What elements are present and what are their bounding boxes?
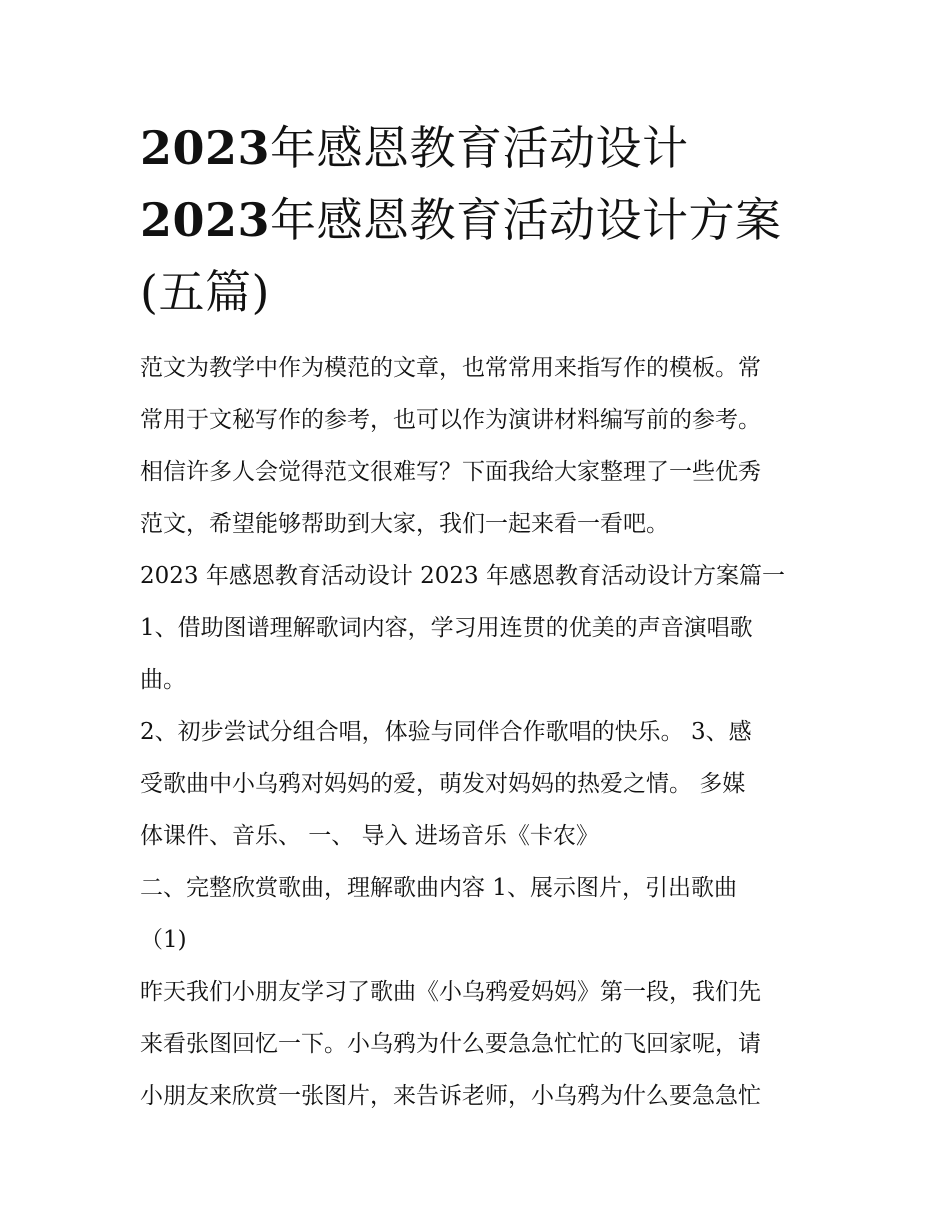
body-line: 受歌曲中小乌鸦对妈妈的爱，萌发对妈妈的热爱之情。 多媒	[140, 771, 746, 797]
title-text: 年感恩教育活动设计方案	[270, 193, 782, 247]
title-line-1	[140, 112, 820, 184]
body-line: （1)	[140, 927, 187, 953]
body-line: 曲。	[140, 667, 186, 693]
title-line-3	[140, 256, 820, 328]
body-line: 昨天我们小朋友学习了歌曲《小乌鸦爱妈妈》第一段，我们先	[140, 979, 761, 1005]
body-line: 二、完整欣赏歌曲，理解歌曲内容 1、展示图片，引出歌曲	[140, 875, 737, 901]
title-text: (五篇)	[140, 265, 270, 319]
body-line: 来看张图回忆一下。小乌鸦为什么要急急忙忙的飞回家呢，请	[140, 1031, 761, 1057]
body-line: 2023 年感恩教育活动设计 2023 年感恩教育活动设计方案篇一	[140, 563, 785, 589]
body-line: 范文，希望能够帮助到大家，我们一起来看一看吧。	[140, 511, 669, 537]
body-line: 2、初步尝试分组合唱，体验与同伴合作歌唱的快乐。 3、感	[140, 719, 752, 745]
body-line: 小朋友来欣赏一张图片，来告诉老师，小乌鸦为什么要急急忙	[140, 1083, 761, 1109]
title-year: 2023	[140, 193, 271, 247]
body-line: 1、借助图谱理解歌词内容，学习用连贯的优美的声音演唱歌	[140, 615, 753, 641]
body-line: 范文为教学中作为模范的文章，也常常用来指写作的模板。常	[140, 355, 761, 381]
title-text: 年感恩教育活动设计	[270, 121, 689, 175]
document-body	[140, 342, 820, 1122]
title-year: 2023	[140, 121, 271, 175]
title-line-2	[140, 184, 820, 256]
document-content	[140, 112, 820, 1122]
document-title	[140, 112, 820, 328]
body-line: 相信许多人会觉得范文很难写？下面我给大家整理了一些优秀	[140, 459, 761, 485]
body-line: 体课件、音乐、 一、 导入 进场音乐《卡农》	[140, 823, 599, 849]
body-line: 常用于文秘写作的参考，也可以作为演讲材料编写前的参考。	[140, 407, 761, 433]
